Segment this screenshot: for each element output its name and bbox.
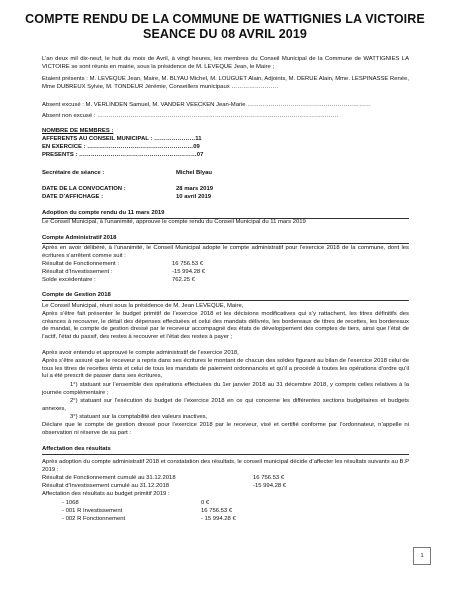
intro-paragraph: L’an deux mil dix-neuf, le huit du mois de Avril, à vingt heures, les membres du Conseil Municipal de la Commune de WATTIGNIES LA VICTOIRE se sont réunis en mairie, sous la présidence de M. LEVEQUE Jean, le Maire ; (42, 56, 409, 70)
convocation-label: DATE DE LA CONVOCATION : (42, 186, 126, 192)
allocation-item-label: - 1068 (62, 500, 79, 506)
allocation-item-label: - 002 R Fonctionnement (62, 516, 126, 522)
admin-row-value: -15 994.28 € (172, 269, 206, 275)
members-heading: NOMBRE DE MEMBRES : (42, 128, 114, 134)
members-exercice: EN EXERCICE : ………………………………………………09 (42, 144, 200, 150)
members-presents: PRESENTS : ……………………………………………………07 (42, 152, 204, 158)
adoption-heading: Adoption du compte rendu du 11 mars 2019 (42, 210, 165, 216)
absent-excused: Absent excusé : M. VERLINDEN Samuel, M. VANDER VEECKEN Jean-Marie ……………………………………………………… (42, 102, 371, 108)
admin-row-value: 762.25 € (172, 277, 195, 283)
posting-date-value: 10 avril 2019 (176, 194, 212, 200)
allocation-item-value: 16 756.53 € (201, 508, 233, 514)
section-divider (42, 300, 409, 301)
management-p3: Après avoir entendu et approuvé le compte administratif de l’exercice 2018, (42, 350, 239, 356)
document-subtitle: SEANCE DU 08 AVRIL 2019 (143, 27, 307, 41)
allocation-row-label: Résultat d’Investissement cumulé au 31.12.2018 (42, 483, 170, 489)
allocation-row-value: -15 994.28 € (253, 483, 287, 489)
management-p7: 3°) statuant sur la comptabilité des valeurs inactives, (70, 414, 208, 420)
management-p2: Après s’être fait présenter le budget primitif de l’exercice 2018 et les décisions modificatives qui s’y rattachent, les titres définitifs des créances à recouvrer, le détail des dépenses effectuées et celui des mandats délivrés, les bordereaux de titres de recettes, les bordereaux de mandat, le compte de gestion dressé par le receveur accompagné des états de développement des comptes de tiers, ainsi que l’état de l’actif, l’état du passif, des restes à recouvrer et l’état des restes à payer ; (42, 311, 409, 340)
absent-not-excused: Absent non excusé : …………………………………………………………………………………………………………… (42, 113, 339, 119)
document-title: COMPTE RENDU DE LA COMMUNE DE WATTIGNIES LA VICTOIRE (25, 12, 425, 26)
admin-account-text: Après en avoir délibéré, à l’unanimité, le Conseil Municipal adopte le compte administratif pour l’exercice 2018 de la commune, dont les écritures s’arrêtent comme suit : (42, 245, 409, 259)
section-divider (42, 243, 409, 244)
allocation-text: Après adoption du compte administratif 2018 et constatation des résultats, le conseil municipal décide d’affecter les résultats suivants au B.P 2019 : (42, 459, 409, 473)
convocation-value: 28 mars 2019 (176, 186, 214, 192)
posting-date-label: DATE D’AFFICHAGE : (42, 194, 104, 200)
adoption-text: Le Conseil Municipal, à l’unanimité, approuve le compte rendu du Conseil Municipal du 11 mars 2019 (42, 219, 306, 225)
admin-row-label: Résultat d’Investissement : (42, 269, 113, 275)
management-p5: 1°) statuant sur l’ensemble des opérations effectuées du 1er janvier 2018 au 31 décembre 2018, y compris celles relatives à la journée complémentaire ; (42, 382, 409, 396)
allocation-item-value: 0 € (201, 500, 210, 506)
allocation-row-value: 16 756.53 € (253, 475, 285, 481)
admin-row-value: 16 756.53 € (172, 261, 204, 267)
secretary-value: Michel Blyau (176, 170, 213, 176)
admin-account-heading: Compte Administratif 2018 (42, 235, 117, 241)
management-p6: 2°) statuant sur l’exécution du budget de l’exercice 2018 en ce qui concerne les différentes sections budgétaires et budgets annexes, (42, 398, 409, 412)
admin-row-label: Résultat de Fonctionnement : (42, 261, 119, 267)
allocation-heading: Affectation des résultats (42, 446, 111, 452)
management-p8: Déclare que le compte de gestion dressé pour l’exercice 2018 par le receveur, visé et certifié conforme par l’ordonnateur, n’appelle ni observation ni réserve de sa part : (42, 422, 409, 436)
admin-row-label: Solde excédentaire : (42, 277, 96, 283)
allocation-item-value: - 15 994.28 € (201, 516, 236, 522)
management-p1: Le Conseil Municipal, réuni sous la présidence de M. Jean LEVEQUE, Maire, (42, 303, 244, 309)
management-account-heading: Compte de Gestion 2018 (42, 292, 111, 298)
management-p4: Après s’être assuré que le receveur a repris dans ses écritures le montant de chacun des soldes figurant au bilan de l’exercice 2018 celui de tous les titres de recettes émis et celui de tous les mandats de paiement ordonnancés et qu’il a procédé à toutes les opérations d’ordre qu’il lui a été prescrit de passer dans ses écritures, (42, 358, 409, 380)
attendees-paragraph: Etaient présents : M. LEVEQUE Jean, Maire, M. BLYAU Michel, M. LOUGUET Alain, Adjoints, M. DERUE Alain, Mme. LESPINASSE Renée, Mme DUBREUX Sylvie, M. TONDEUR Jérémie, Conseillers municipaux …………………… (42, 76, 409, 90)
members-afferents: AFFERENTS AU CONSEIL MUNICIPAL : …………………11 (42, 136, 202, 142)
allocation-row-label: Résultat de Fonctionnement cumulé au 31.12.2018 (42, 475, 176, 481)
allocation-subheading: Affectation des résultats au budget primitif 2019 : (42, 491, 170, 497)
allocation-item-label: - 001 R Investissement (62, 508, 123, 514)
section-divider (42, 454, 409, 455)
page-number: 1 (413, 547, 431, 565)
secretary-label: Secrétaire de séance : (42, 170, 105, 176)
